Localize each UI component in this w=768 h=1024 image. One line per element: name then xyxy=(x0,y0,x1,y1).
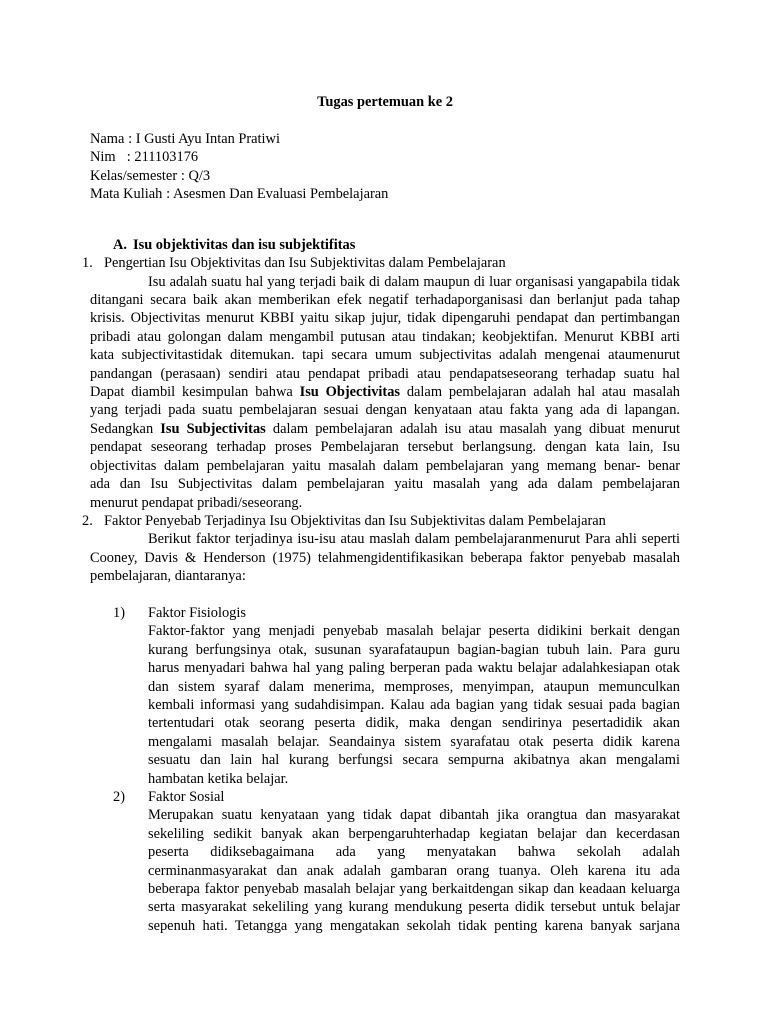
identity-label: Nama xyxy=(90,130,125,147)
physiological-factor-line: dan sistem syaraf dalam menerima, memproses, menyimpan, ataupun memunculkan xyxy=(148,678,680,695)
definition-paragraph-line: pendapat seseorang terhadap proses Pembelajaran tersebut berlangsung. dengan kata lain, Isu xyxy=(90,439,680,456)
physiological-factor-line: harus menyadari bahwa hal yang paling berperan pada waktu belajar adalahkesiapan otak xyxy=(148,660,680,677)
point-marker: 2. xyxy=(82,512,93,529)
definition-paragraph-line xyxy=(90,383,680,401)
definition-paragraph-line: pribadi atau golongan dalam mengambil putusan atau tindakan; keobjektifan. Menurut KBBI arti xyxy=(90,328,680,345)
section-marker: A. xyxy=(113,236,127,253)
point-2-heading xyxy=(82,512,680,530)
document-body xyxy=(82,93,681,935)
identity-value: : Q/3 xyxy=(180,167,211,184)
physiological-factor-line: mengalami masalah belajar. Seandainya sistem syarafatau otak peserta didik karena xyxy=(148,733,680,750)
definition-paragraph-line: yang terjadi pada suatu pembelajaran sesuai dengan kenyataan atau fakta yang ada di lapangan. xyxy=(90,402,680,419)
social-factor-line: beberapa faktor penyebab masalah belajar yang berkaitdengan sikap dan keadaan keluarga xyxy=(148,881,680,898)
identity-row-class xyxy=(90,167,680,185)
definition-paragraph-line: pandangan (perasaan) sendiri atau pendapat pribadi atau pendapatseseorang terhadap suatu hal xyxy=(90,365,680,382)
factor-2-heading xyxy=(90,788,680,806)
student-identity xyxy=(90,130,680,204)
factors-intro-line: pembelajaran, diantaranya: xyxy=(90,568,246,585)
definition-paragraph-line: objectivitas dalam pembelajaran yaitu masalah dalam pembelajaran yang memang benar- benar xyxy=(90,457,680,474)
physiological-factor-line: kurang berfungsinya otak, susunan syarafataupun bagian-bagian tubuh lain. Para guru xyxy=(148,641,680,658)
section-heading-text: Isu objektivitas dan isu subjektifitas xyxy=(133,236,356,253)
definition-paragraph-line: menurut pendapat pribadi/seseorang. xyxy=(90,494,303,511)
physiological-factor-line: kembali informasi yang sudahdisimpan. Kalau ada bagian yang tidak sesuai pada bagian xyxy=(148,696,680,713)
point-heading-text: Pengertian Isu Objektivitas dan Isu Subjektivitas dalam Pembelajaran xyxy=(104,255,506,272)
factor-2-body xyxy=(148,806,680,935)
identity-value: : Asesmen Dan Evaluasi Pembelajaran xyxy=(166,186,389,203)
identity-row-name xyxy=(90,130,680,148)
factor-1-body xyxy=(148,622,680,788)
factor-title: Faktor Fisiologis xyxy=(148,604,246,621)
section-a-heading xyxy=(90,236,680,254)
definition-paragraph-line xyxy=(90,420,680,438)
identity-value: : 211103176 xyxy=(126,149,199,166)
point-1-heading xyxy=(82,254,680,272)
identity-value: : I Gusti Ayu Intan Pratiwi xyxy=(128,130,280,147)
factors-intro-line: Berikut faktor terjadinya isu-isu atau maslah dalam pembelajaranmenurut Para ahli seperti xyxy=(148,531,680,548)
document-title: Tugas pertemuan ke 2 xyxy=(317,94,453,110)
social-factor-line: peserta didiksebagaimana ada yang menyatakan bahwa sekolah adalah xyxy=(148,844,680,861)
social-factor-line: serta masyarakat sekeliling yang kurang mendukung peserta didik tersebut untuk belajar xyxy=(148,899,680,916)
definition-paragraph-line: ditangani secara baik akan memberikan efek negatif terhadaporganisasi dan berlanjut pada tahap xyxy=(90,292,680,309)
identity-label: Nim xyxy=(90,149,116,166)
factor-title: Faktor Sosial xyxy=(148,788,225,805)
factor-marker: 2) xyxy=(113,788,125,805)
physiological-factor-line: sesuatu dan lain hal kurang berfungsi secara sempurna akibatnya akan mengalami xyxy=(148,752,680,769)
physiological-factor-line: tertentudari otak seorang peserta didik, maka dengan sendirinya pesertadidik akan xyxy=(148,715,680,732)
identity-label: Kelas/semester xyxy=(90,167,178,184)
factor-1-heading xyxy=(90,604,680,622)
social-factor-line: Merupakan suatu kenyataan yang tidak dapat dibantah jika orangtua dan masyarakat xyxy=(148,807,680,824)
physiological-factor-line: Faktor-faktor yang menjadi penyebab masalah belajar peserta didikini berkait dengan xyxy=(148,623,680,640)
social-factor-line: sepenuh hati. Tetangga yang mengatakan sekolah tidak penting karena banyak sarjana xyxy=(148,917,680,934)
physiological-factor-line: hambatan ketika belajar. xyxy=(148,770,289,787)
line-text: Sedangkan xyxy=(90,420,161,437)
factor-marker: 1) xyxy=(113,604,125,621)
definition-paragraph-line: ada dan Isu Subjectivitas dalam pembelajaran yaitu masalah yang ada dalam pembelajaran xyxy=(90,476,680,493)
line-text: dalam pembelajaran adalah isu atau masalah yang dibuat menurut xyxy=(265,420,681,437)
point-marker: 1. xyxy=(82,255,93,272)
identity-row-nim xyxy=(90,148,680,166)
emphasis-term: Isu Subjectivitas xyxy=(160,420,266,437)
identity-row-course xyxy=(90,185,680,203)
line-text: dalam pembelajaran adalah hal atau masalah xyxy=(400,384,680,401)
social-factor-line: cerminanmasyarakat dan anak adalah gambaran orang tuanya. Oleh karena itu ada xyxy=(148,862,680,879)
factor-list xyxy=(90,604,680,935)
social-factor-line: sekeliling sedikit banyak akan berpengaruhterhadap kegiatan belajar dan kecerdasan xyxy=(148,825,680,842)
definition-paragraph-line: krisis. Objectivitas menurut KBBI yaitu sikap jujur, tidak dipengaruhi pendapat dan pertimbangan xyxy=(90,310,680,327)
section-a xyxy=(82,236,681,935)
line-text: Dapat diambil kesimpulan bahwa xyxy=(90,384,300,401)
emphasis-term: Isu Objectivitas xyxy=(299,384,400,401)
definition-paragraph-line: kata subjectivitastidak ditemukan. tapi secara umum subjectivitas adalah mengenai ataumenurut xyxy=(90,347,680,364)
identity-label: Mata Kuliah xyxy=(90,186,163,203)
point-heading-text: Faktor Penyebab Terjadinya Isu Objektivitas dan Isu Subjektivitas dalam Pembelajaran xyxy=(104,512,606,529)
factors-intro-line: Cooney, Davis & Henderson (1975) telahmengidentifikasikan beberapa faktor penyebab masalah xyxy=(90,549,680,566)
definition-paragraph-line: Isu adalah suatu hal yang terjadi baik di dalam maupun di luar organisasi yangapabila tidak xyxy=(148,273,680,290)
